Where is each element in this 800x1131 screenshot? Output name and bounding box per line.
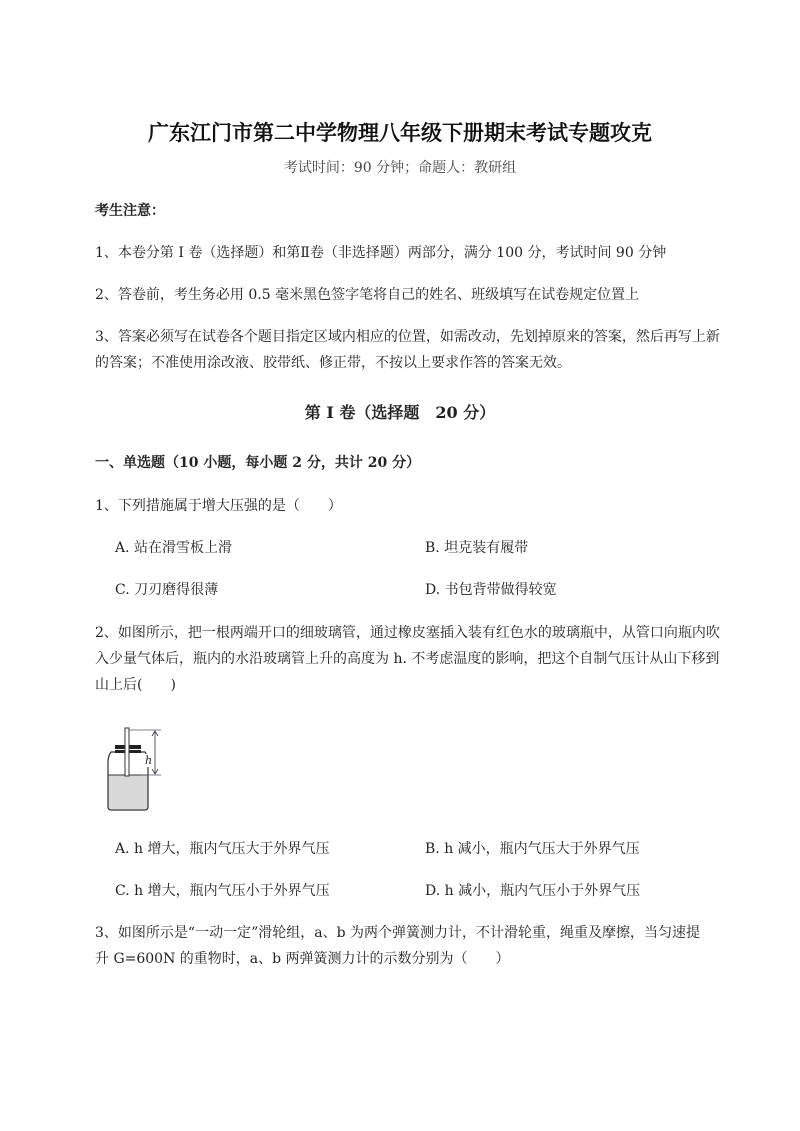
question-2-line: 山上后( ) [95,677,176,693]
option-a[interactable]: A. 站在滑雪板上滑 [115,540,233,556]
notice-item: 2、答卷前，考生务必用 0.5 毫米黑色签字笔将自己的姓名、班级填写在试卷规定位置上 [95,287,640,303]
option-b[interactable]: B. 坦克装有履带 [425,540,529,556]
part-heading: 一、单选题（10 小题，每小题 2 分，共计 20 分） [95,455,421,471]
question-2-line: 入少量气体后，瓶内的水沿玻璃管上升的高度为 h. 不考虑温度的影响，把这个自制气压计从山下移到 [95,651,720,667]
question-3-line: 升 G=600N 的重物时，a、b 两弹簧测力计的示数分别为（ ） [95,951,510,967]
option-d[interactable]: D. h 减小，瓶内气压小于外界气压 [425,883,641,899]
option-d[interactable]: D. 书包背带做得较宽 [425,582,557,598]
option-b[interactable]: B. h 减小，瓶内气压大于外界气压 [425,841,640,857]
page-title: 广东江门市第二中学物理八年级下册期末考试专题攻克 [148,121,652,145]
question-1: 1、下列措施属于增大压强的是（ ） [95,498,342,514]
question-2: 2、如图所示，把一根两端开口的细玻璃管，通过橡皮塞插入装有红色水的玻璃瓶中，从管口向瓶内吹 [95,625,720,641]
barometer-figure [105,722,175,818]
notice-item: 3、答案必须写在试卷各个题目指定区域内相应的位置，如需改动，先划掉原来的答案，然后再写上新 [95,329,720,345]
notice-item: 的答案；不准使用涂改液、胶带纸、修正带，不按以上要求作答的答案无效。 [95,355,571,371]
exam-subtitle: 考试时间：90 分钟；命题人：教研组 [283,160,517,176]
option-c[interactable]: C. 刀刃磨得很薄 [115,582,219,598]
option-a[interactable]: A. h 增大，瓶内气压大于外界气压 [115,841,330,857]
section-title: 第 I 卷（选择题 20 分） [304,403,496,422]
figure-label-h: h [145,754,153,767]
notice-item: 1、本卷分第 I 卷（选择题）和第Ⅱ卷（非选择题）两部分，满分 100 分，考试时间 90 分钟 [95,245,667,261]
option-c[interactable]: C. h 增大，瓶内气压小于外界气压 [115,883,330,899]
question-3: 3、如图所示是“一动一定”滑轮组，a、b 为两个弹簧测力计，不计滑轮重，绳重及摩擦，当匀速提 [95,925,700,941]
notice-heading: 考生注意： [95,203,165,219]
